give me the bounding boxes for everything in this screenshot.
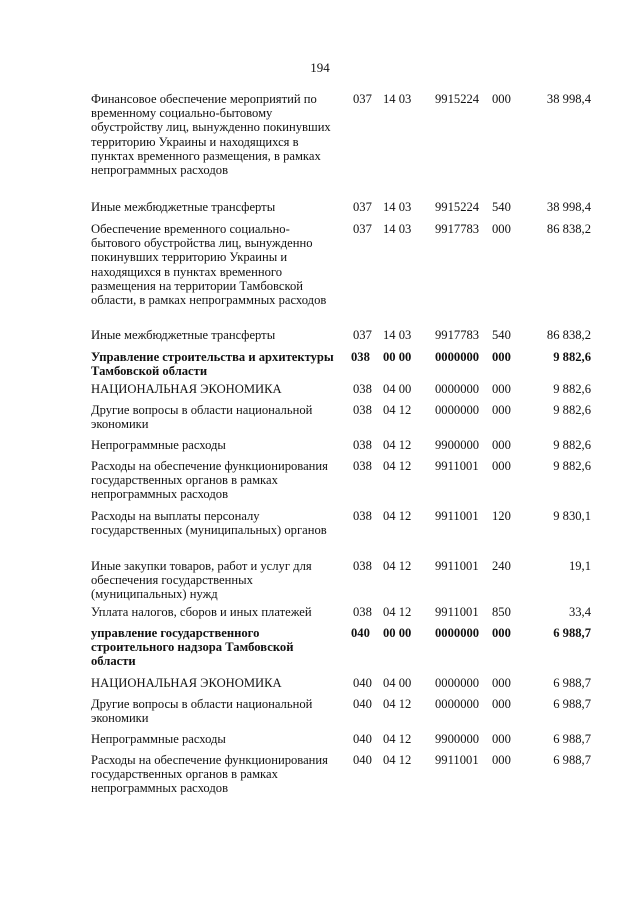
expense-name: Иные межбюджетные трансферты — [91, 200, 276, 214]
amount: 6 988,7 — [553, 753, 591, 767]
table-row — [91, 676, 591, 690]
table-row — [91, 403, 591, 431]
table-row — [91, 222, 591, 307]
expense-type-code: 000 — [492, 350, 511, 364]
expense-type-code: 540 — [492, 200, 511, 214]
table-row — [91, 697, 591, 725]
expense-name: Иные закупки товаров, работ и услуг для обеспечения государственных (муниципальных) нужд — [91, 559, 312, 602]
section-code: 04 12 — [383, 509, 412, 523]
section-code: 14 03 — [383, 200, 412, 214]
target-article-code: 9900000 — [435, 732, 480, 746]
table-row — [91, 92, 591, 177]
ministry-code: 038 — [353, 403, 372, 417]
expense-name: Иные межбюджетные трансферты — [91, 328, 276, 342]
target-article-code: 9911001 — [435, 459, 479, 473]
amount: 38 998,4 — [546, 200, 591, 214]
table-row — [91, 559, 591, 602]
target-article-code: 9911001 — [435, 559, 479, 573]
ministry-code: 038 — [353, 459, 372, 473]
target-article-code: 0000000 — [435, 350, 480, 364]
amount: 33,4 — [568, 605, 591, 619]
ministry-code: 038 — [353, 509, 372, 523]
expense-name: управление государственного строительного надзора Тамбовской области — [91, 626, 294, 669]
expense-name: Другие вопросы в области национальной экономики — [91, 403, 313, 432]
amount: 86 838,2 — [546, 222, 591, 236]
ministry-code: 037 — [353, 92, 372, 106]
table-row — [91, 626, 591, 669]
section-code: 14 03 — [383, 92, 412, 106]
section-code: 00 00 — [383, 626, 412, 640]
ministry-code: 037 — [353, 328, 372, 342]
section-code: 04 12 — [383, 753, 412, 767]
table-row — [91, 605, 591, 619]
ministry-code: 038 — [353, 438, 372, 452]
amount: 86 838,2 — [546, 328, 591, 342]
table-row — [91, 328, 591, 342]
target-article-code: 9900000 — [435, 438, 480, 452]
ministry-code: 040 — [353, 753, 372, 767]
section-code: 04 12 — [383, 732, 412, 746]
expense-type-code: 000 — [492, 92, 511, 106]
table-row — [91, 753, 591, 796]
expense-name: Уплата налогов, сборов и иных платежей — [91, 605, 312, 619]
expense-type-code: 000 — [492, 459, 511, 473]
page-number: 194 — [310, 60, 330, 75]
amount: 9 882,6 — [553, 459, 591, 473]
table-row — [91, 732, 591, 746]
section-code: 04 00 — [383, 676, 412, 690]
amount: 19,1 — [568, 559, 591, 573]
expense-name: Обеспечение временного социально-бытового обустройства лиц, вынужденно покинувших территорию Украины и находящихся в пунктах временного размещения на территории Тамбовской области, в рамках непрограммных расходов — [91, 222, 327, 308]
amount: 6 988,7 — [553, 732, 591, 746]
amount: 9 882,6 — [553, 350, 591, 364]
ministry-code: 038 — [353, 605, 372, 619]
section-code: 04 00 — [383, 382, 412, 396]
ministry-code: 040 — [353, 732, 372, 746]
target-article-code: 9911001 — [435, 753, 479, 767]
target-article-code: 0000000 — [435, 403, 480, 417]
section-code: 14 03 — [383, 328, 412, 342]
section-code: 00 00 — [383, 350, 412, 364]
section-code: 04 12 — [383, 605, 412, 619]
target-article-code: 9911001 — [435, 605, 479, 619]
target-article-code: 9915224 — [435, 200, 480, 214]
amount: 9 882,6 — [553, 438, 591, 452]
expense-type-code: 540 — [492, 328, 511, 342]
target-article-code: 9917783 — [435, 222, 480, 236]
expense-type-code: 000 — [492, 676, 511, 690]
section-code: 04 12 — [383, 559, 412, 573]
amount: 6 988,7 — [553, 697, 591, 711]
amount: 9 882,6 — [553, 382, 591, 396]
table-row — [91, 200, 591, 214]
amount: 38 998,4 — [546, 92, 591, 106]
target-article-code: 0000000 — [435, 676, 480, 690]
target-article-code: 9911001 — [435, 509, 479, 523]
expense-type-code: 120 — [492, 509, 511, 523]
target-article-code: 9915224 — [435, 92, 480, 106]
ministry-code: 038 — [351, 350, 370, 364]
target-article-code: 0000000 — [435, 382, 480, 396]
expense-name: Расходы на обеспечение функционирования государственных органов в рамках непрограммных расходов — [91, 459, 328, 502]
expense-name: Непрограммные расходы — [91, 438, 226, 452]
amount: 9 882,6 — [553, 403, 591, 417]
ministry-code: 040 — [351, 626, 370, 640]
amount: 6 988,7 — [553, 626, 591, 640]
section-code: 04 12 — [383, 438, 412, 452]
amount: 9 830,1 — [553, 509, 591, 523]
section-code: 04 12 — [383, 697, 412, 711]
expense-name: Финансовое обеспечение мероприятий по временному социально-бытовому обустройству лиц, вынужденно покинувших территорию Украины и находящихся в пунктах временного размещения, в рамках непрограммных расходов — [91, 92, 331, 178]
amount: 6 988,7 — [553, 676, 591, 690]
section-code: 04 12 — [383, 459, 412, 473]
table-row — [91, 382, 591, 396]
expense-type-code: 850 — [492, 605, 511, 619]
expense-type-code: 000 — [492, 626, 511, 640]
expense-type-code: 000 — [492, 382, 511, 396]
table-row — [91, 350, 591, 378]
section-code: 04 12 — [383, 403, 412, 417]
expense-name: НАЦИОНАЛЬНАЯ ЭКОНОМИКА — [91, 676, 282, 690]
ministry-code: 040 — [353, 697, 372, 711]
expense-type-code: 240 — [492, 559, 511, 573]
expense-type-code: 000 — [492, 403, 511, 417]
expense-name: Другие вопросы в области национальной экономики — [91, 697, 313, 726]
table-row — [91, 438, 591, 452]
ministry-code: 040 — [353, 676, 372, 690]
expense-type-code: 000 — [492, 438, 511, 452]
expense-name: Расходы на обеспечение функционирования государственных органов в рамках непрограммных расходов — [91, 753, 328, 796]
ministry-code: 037 — [353, 200, 372, 214]
expense-name: Управление строительства и архитектуры Тамбовской области — [91, 350, 334, 379]
expense-type-code: 000 — [492, 697, 511, 711]
section-code: 14 03 — [383, 222, 412, 236]
ministry-code: 038 — [353, 559, 372, 573]
expense-type-code: 000 — [492, 222, 511, 236]
expense-type-code: 000 — [492, 732, 511, 746]
target-article-code: 0000000 — [435, 697, 480, 711]
expense-type-code: 000 — [492, 753, 511, 767]
expense-name: Непрограммные расходы — [91, 732, 226, 746]
expense-name: НАЦИОНАЛЬНАЯ ЭКОНОМИКА — [91, 382, 282, 396]
table-row — [91, 509, 591, 537]
table-row — [91, 459, 591, 502]
ministry-code: 038 — [353, 382, 372, 396]
target-article-code: 9917783 — [435, 328, 480, 342]
expense-name: Расходы на выплаты персоналу государственных (муниципальных) органов — [91, 509, 327, 538]
ministry-code: 037 — [353, 222, 372, 236]
target-article-code: 0000000 — [435, 626, 480, 640]
